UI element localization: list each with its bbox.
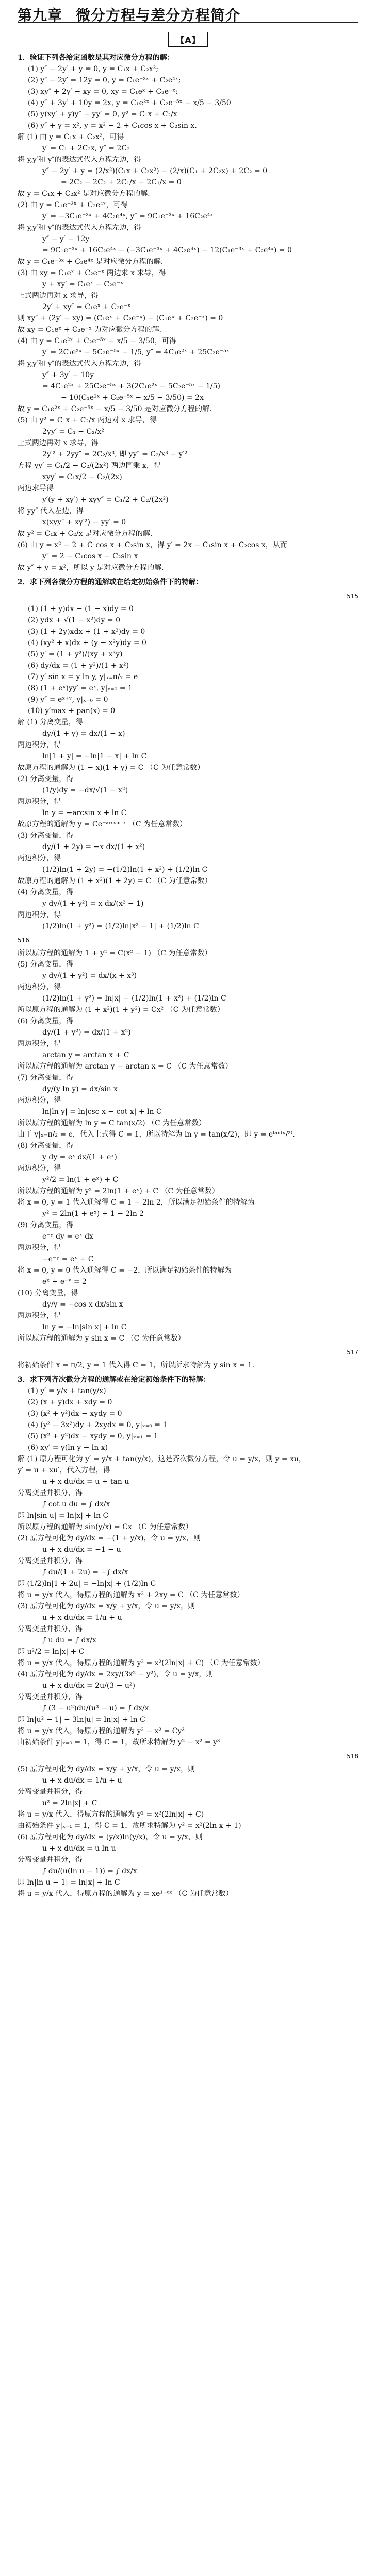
text-line: (3) 由 xy = C₁eˣ + C₂e⁻ˣ 两边求 x 求导，得 [18, 269, 166, 277]
text-line: 两边积分，得 [18, 1244, 61, 1252]
text-line: (6) 分离变量，得 [18, 1017, 74, 1025]
text-line: (2) 由 y = C₁e⁻³ˣ + C₂e⁴ˣ，可得 [18, 201, 128, 209]
text-line: y²/2 = ln(1 + eˣ) + C [42, 1176, 119, 1184]
text-line: 故 y² = C₁x + C₂/x 是对应微分方程的解. [18, 530, 153, 538]
text-line: u + x du/dx = −1 − u [42, 1546, 121, 1554]
page-number: 517 [347, 1349, 358, 1356]
text-line: y dy/(1 + y²) = dx/(x + x³) [42, 972, 137, 980]
text-line: y′ = −3C₁e⁻³ˣ + 4C₂e⁴ˣ, y″ = 9C₁e⁻³ˣ + 16C₂e⁴ˣ [42, 212, 214, 221]
text-line: (1) (1 + y)dx − (1 − x)dy = 0 [28, 605, 134, 613]
section-label: 【A】 [168, 32, 208, 47]
text-line: dy/(1 + y²) = dx/(1 + x²) [42, 1028, 131, 1037]
text-line: (4) 由 y = C₁e²ˣ + C₂e⁻⁵ˣ − x/5 − 3/50，可得 [18, 337, 176, 345]
text-line: ln y = −ln|sin x| + ln C [42, 1323, 127, 1331]
text-line: y′ = 2C₁e²ˣ − 5C₂e⁻⁵ˣ − 1/5, y″ = 4C₁e²ˣ + 25C₂e⁻⁵ˣ [42, 348, 230, 357]
text-line: y″ + 3y′ − 10y [42, 371, 94, 379]
text-line: y″ − y′ − 12y [42, 235, 90, 243]
text-line: (2) (x + y)dx + xdy = 0 [28, 1398, 112, 1406]
text-line: 所以原方程的通解为 1 + y² = C(x² − 1) （C 为任意常数） [18, 949, 212, 957]
text-line: ∫ du/(u(ln u − 1)) = ∫ dx/x [42, 1867, 137, 1875]
text-line: 将 y,y′和 y″的表达式代入方程左边，得 [18, 156, 141, 164]
text-line: (6) 原方程可化为 dy/dx = (y/x)ln(y/x)，令 u = y/x，则 [18, 1833, 203, 1841]
text-line: 两边积分，得 [18, 1040, 61, 1048]
text-line: 即 ln|ln u − 1| = ln|x| + ln C [18, 1878, 120, 1887]
text-line: u² = 2ln|x| + C [42, 1799, 97, 1807]
text-line: ln|1 + y| = −ln|1 − x| + ln C [42, 752, 147, 760]
text-line: 分离变量并积分，得 [18, 1856, 83, 1864]
text-line: 故原方程的通解为 (1 + x²)(1 + 2y) = C （C 为任意常数） [18, 877, 212, 885]
text-line: (6) xy′ = y(ln y − ln x) [28, 1444, 108, 1452]
text-line: 解 (1) 由 y = C₁x + C₂x²，可得 [18, 133, 124, 141]
text-line: 将 x = 0, y = 0 代入通解得 C = −2，所以满足初始条件的特解为 [18, 1266, 232, 1275]
document-body [18, 52, 358, 1900]
text-line: 两边积分，得 [18, 798, 61, 806]
chapter-header [18, 0, 358, 23]
text-line: dy/(y ln y) = dx/sin x [42, 1085, 118, 1093]
text-line: ln|ln y| = ln|csc x − cot x| + ln C [42, 1108, 162, 1116]
text-line: (2) 原方程可化为 dy/dx = −(1 + y/x)，令 u = y/x，则 [18, 1534, 201, 1543]
text-line: 上式两边再对 x 求导，得 [18, 439, 99, 447]
text-line: y² = 2ln(1 + eˣ) + 1 − 2ln 2 [42, 1210, 144, 1218]
text-line: 两边积分，得 [18, 854, 61, 862]
text-line: xyy′ = C₁x/2 − C₂/(2x) [42, 473, 122, 481]
text-line: e⁻ʸ dy = eˣ dx [42, 1232, 94, 1241]
text-line: 由初始条件 y|ₓ₌₀ = 1，得 C = 1，故所求特解为 y² − x² = y³ [18, 1738, 220, 1747]
text-line: u + x du/dx = u + tan u [42, 1478, 129, 1486]
text-line: (7) y′ sin x = y ln y, y|ₓ₌π/₂ = e [28, 673, 138, 681]
text-line: y′ = u + xu′，代入方程，得 [18, 1466, 110, 1475]
text-line: 即 ln|sin u| = ln|x| + ln C [18, 1512, 109, 1520]
text-line: (4) (xy² + x)dx + (y − x²y)dy = 0 [28, 639, 146, 647]
text-line: (9) 分离变量，得 [18, 1221, 74, 1229]
text-line: (5) (x² + y²)dx − xydy = 0, y|ₓ₌₁ = 1 [28, 1432, 158, 1440]
text-line: (6) y″ + y = x², y = x² − 2 + C₁cos x + C₂sin x. [28, 122, 197, 130]
text-line: (9) y″ = eˣ⁺ʸ, y|ₓ₌₀ = 0 [28, 696, 108, 704]
text-line: 分离变量并积分，得 [18, 1693, 83, 1701]
text-line: = 4C₁e²ˣ + 25C₂e⁻⁵ˣ + 3(2C₁e²ˣ − 5C₂e⁻⁵ˣ − 1/5) [42, 382, 221, 391]
text-line: = 9C₁e⁻³ˣ + 16C₂e⁴ˣ − (−3C₁e⁻³ˣ + 4C₂e⁴ˣ) − 12(C₁e⁻³ˣ + C₂e⁴ˣ) = 0 [42, 246, 292, 255]
text-line: (5) y′ = (1 + y²)/(xy + x³y) [28, 650, 123, 658]
text-line: eˣ + e⁻ʸ = 2 [42, 1278, 87, 1286]
text-line: x(xyy″ + xy′²) − yy′ = 0 [42, 518, 126, 527]
text-line: 所以原方程的通解为 sin(y/x) = Cx （C 为任意常数） [18, 1523, 193, 1531]
text-line: y″ = 2 − C₁cos x − C₂sin x [42, 552, 138, 561]
text-line: (3) 分离变量，得 [18, 832, 74, 840]
text-line: 故 y = C₁x + C₂x² 是对应微分方程的解. [18, 190, 150, 198]
text-line: (5) 分离变量，得 [18, 960, 74, 969]
text-line: (2) y″ − 2y′ = 12y = 0, y = C₁e⁻³ˣ + C₂e⁴ˣ; [28, 76, 181, 84]
text-line: 2y′² + 2yy″ = 2C₂/x³, 即 yy″ = C₂/x³ − y′² [42, 450, 188, 459]
chapter-title: 微分方程与差分方程简介 [76, 7, 241, 24]
text-line: (8) 分离变量，得 [18, 1142, 74, 1150]
text-line: (10) 分离变量，得 [18, 1289, 78, 1297]
text-line: (4) (y² − 3x²)dy + 2xydx = 0, y|ₓ₌₀ = 1 [28, 1421, 168, 1429]
page-number: 516 [18, 937, 29, 944]
text-line: 2yy′ = C₁ − C₂/x² [42, 428, 105, 436]
text-line: (5) 由 y² = C₁x + C₂/x 两边对 x 求导，得 [18, 416, 157, 425]
text-line: dy/(1 + 2y) = −x dx/(1 + x²) [42, 843, 145, 851]
text-line: u + x du/dx = 1/u + u [42, 1614, 122, 1622]
text-line: (1/y)dy = −dx/√(1 − x²) [42, 786, 128, 794]
text-line: (3) (1 + 2y)xdx + (1 + x²)dy = 0 [28, 628, 145, 636]
text-line: ∫ u du = ∫ dx/x [42, 1636, 97, 1645]
text-line: 将 u = y/x 代入，得原方程的通解为 y² = x²(2ln|x| + C) [18, 1810, 204, 1819]
text-line: 即 u²/2 = ln|x| + C [18, 1648, 85, 1656]
text-line: y + xy′ = C₁eˣ − C₂e⁻ˣ [42, 280, 124, 289]
text-line: 分离变量并积分，得 [18, 1557, 83, 1565]
text-line: 两边积分，得 [18, 911, 61, 919]
text-line: ∫ cot u du = ∫ dx/x [42, 1500, 110, 1509]
text-line: (5) 原方程可化为 dy/dx = x/y + y/x，令 u = y/x，则 [18, 1765, 195, 1773]
text-line: arctan y = arctan x + C [42, 1051, 129, 1059]
text-line: (6) dy/dx = (1 + y²)/(1 + x²) [28, 662, 129, 670]
text-line: (3) 原方程可化为 dy/dx = x/y + y/x，令 u = y/x，则 [18, 1602, 195, 1611]
text-line: (8) (1 + eˣ)yy′ = eˣ, y|ₓ₌₀ = 1 [28, 684, 133, 692]
page-number: 515 [347, 592, 358, 600]
text-line: 将 u = y/x 代入，得原方程的通解为 y = xe¹⁺ᶜˣ （C 为任意常数） [18, 1890, 233, 1898]
text-line: 分离变量并积分，得 [18, 1788, 83, 1796]
text-line: 将 u = y/x 代入，得原方程的通解为 x² + 2xy = C （C 为任意常数） [18, 1591, 244, 1599]
text-line: (2) 分离变量，得 [18, 775, 74, 783]
text-line: ∫ (3 − u²)du/(u³ − u) = ∫ dx/x [42, 1704, 149, 1713]
text-line: u + x du/dx = 1/u + u [42, 1776, 122, 1785]
text-line: 所以原方程的通解为 (1 + x²)(1 + y²) = Cx² （C 为任意常数） [18, 1006, 224, 1014]
text-line: 由初始条件 y|ₓ₌₁ = 1，得 C = 1，故所求特解为 y² = x²(2ln x + 1) [18, 1822, 241, 1830]
text-line: (1/2)ln(1 + y²) = ln|x| − (1/2)ln(1 + x²) + (1/2)ln C [42, 994, 226, 1003]
text-line: u + x du/dx = 2u/(3 − u²) [42, 1682, 135, 1690]
text-line: 将初始条件 x = π/2, y = 1 代入得 C = 1，所以所求特解为 y sin x = 1. [18, 1361, 255, 1369]
text-line: 解 (1) 原方程可化为 y′ = y/x + tan(y/x)，这是齐次微分方程，令 u = y/x，则 y = xu， [18, 1455, 306, 1463]
text-line: 两边积分，得 [18, 983, 61, 991]
page-number: 518 [347, 1753, 358, 1760]
text-line: u + x du/dx = u ln u [42, 1844, 116, 1853]
text-line: 故 xy = C₁eˣ + C₂e⁻ˣ 为对应微分方程的解. [18, 326, 161, 334]
text-line: 故 y = C₁e⁻³ˣ + C₂e⁴ˣ 是对应微分方程的解. [18, 258, 164, 266]
text-line: (2) ydx + √(1 − x²)dy = 0 [28, 616, 120, 624]
text-line: (3) (x² + y²)dx − xydy = 0 [28, 1410, 122, 1418]
text-line: (5) y(xy′ + y)y″ − yy′ = 0, y² = C₁x + C₂/x [28, 110, 177, 118]
text-line: y′ = C₁ + 2C₂x, y″ = 2C₂ [42, 144, 130, 152]
text-line: = 2C₂ − 2C₂ + 2C₁/x − 2C₁/x = 0 [61, 178, 182, 187]
text-line: 将 u = y/x 代入，得原方程的通解为 y² = x²(2ln|x| + C) （C 为任意常数） [18, 1659, 265, 1667]
text-line: 故 y″ + y = x²，所以 y 是对应微分方程的解. [18, 564, 164, 572]
text-line: y dy = eˣ dx/(1 + eˣ) [42, 1153, 117, 1161]
text-line: 则 xy″ + (2y′ − xy) = (C₁eˣ + C₂e⁻ˣ) − (C₁eˣ + C₂e⁻ˣ) = 0 [18, 314, 223, 323]
text-line: 故 y = C₁e²ˣ + C₂e⁻⁵ˣ − x/5 − 3/50 是对应微分方程的解. [18, 405, 212, 413]
text-line: 将 y,y′和 y″的表达式代入方程左边，得 [18, 360, 141, 368]
text-line: 所以原方程的通解为 y sin x = C （C 为任意常数） [18, 1334, 185, 1343]
text-line: 即 ln|u² − 1| − 3ln|u| = ln|x| + ln C [18, 1716, 145, 1724]
text-line: −e⁻ʸ = eˣ + C [42, 1255, 94, 1263]
text-line: 两边积分，得 [18, 1312, 61, 1320]
text-line: 分离变量并积分，得 [18, 1625, 83, 1633]
section-label-wrap [18, 32, 358, 47]
text-line: (10) y′max + pan(x) = 0 [28, 707, 116, 715]
text-line: ln y = −arcsin x + ln C [42, 809, 127, 817]
text-line: 将 x = 0, y = 1 代入通解得 C = 1 − 2ln 2，所以满足初始条件的特解为 [18, 1198, 255, 1207]
text-line: dy/(1 + y) = dx/(1 − x) [42, 730, 125, 738]
text-line: y′(y + xy′) + xyy″ = C₁/2 + C₂/(2x²) [42, 496, 169, 504]
text-line: (3) xy″ + 2y′ − xy = 0, xy = C₁eˣ + C₂e⁻ˣ; [28, 88, 178, 96]
text-line: (4) 分离变量，得 [18, 888, 74, 896]
text-line: 所以原方程的通解为 ln y = C tan(x/2) （C 为任意常数） [18, 1119, 206, 1127]
problem-statement: 1．验证下列各给定函数是其对应微分方程的解： [18, 54, 174, 62]
text-line: 将 y,y′和 y″的表达式代入方程左边，得 [18, 224, 141, 232]
text-line: 即 (1/2)ln|1 + 2u| = −ln|x| + (1/2)ln C [18, 1580, 156, 1588]
text-line: (7) 分离变量，得 [18, 1074, 74, 1082]
text-line: (1) y′ = y/x + tan(y/x) [28, 1387, 106, 1395]
text-line: 所以原方程的通解为 y² = 2ln(1 + eˣ) + C （C 为任意常数） [18, 1187, 219, 1195]
text-line: dy/y = −cos x dx/sin x [42, 1300, 123, 1309]
text-line: y dy/(1 + y²) = x dx/(x² − 1) [42, 900, 144, 908]
text-line: (4) y″ + 3y′ + 10y = 2x, y = C₁e²ˣ + C₂e⁻⁵ˣ − x/5 − 3/50 [28, 99, 231, 107]
text-line: ∫ du/(1 + 2u) = −∫ dx/x [42, 1568, 128, 1577]
text-line: 将 yy″ 代入左边，得 [18, 507, 84, 515]
text-line: 将 u = y/x 代入，得原方程的通解为 y² − x² = Cy³ [18, 1727, 185, 1735]
text-line: 故原方程的通解为 (1 − x)(1 + y) = C （C 为任意常数） [18, 764, 205, 772]
text-line: 两边积分，得 [18, 1096, 61, 1105]
text-line: 两边求导得 [18, 484, 54, 493]
text-line: (1) y″ − 2y′ + y = 0, y = C₁x + C₂x²; [28, 65, 158, 73]
text-line: 分离变量并积分，得 [18, 1489, 83, 1497]
problem-statement: 3．求下列齐次微分方程的通解或在给定初始条件下的特解： [18, 1376, 210, 1384]
text-line: y″ − 2y′ + y = (2/x²)(C₁x + C₂x²) − (2/x)(C₁ + 2C₂x) + 2C₂ = 0 [42, 167, 268, 175]
problem-statement: 2．求下列各微分方程的通解或在给定初始条件下的特解： [18, 578, 203, 586]
text-line: (4) 原方程可化为 dy/dx = 2xy/(3x² − y²)，令 u = y/x，则 [18, 1670, 214, 1679]
text-line: (1/2)ln(1 + 2y) = −(1/2)ln(1 + x²) + (1/2)ln C [42, 866, 208, 874]
text-line: 所以原方程的通解为 arctan y − arctan x = C （C 为任意常数） [18, 1062, 233, 1071]
text-line: 两边积分，得 [18, 1164, 61, 1173]
text-line: 故原方程的通解为 y = Ce⁻ᵃʳᶜˢⁱⁿ ˣ （C 为任意常数） [18, 820, 187, 828]
text-line: (6) 由 y = x² − 2 + C₁cos x + C₂sin x，得 y′ = 2x − C₁sin x + C₂cos x，从而 [18, 541, 287, 549]
text-line: 上式两边再对 x 求导，得 [18, 292, 99, 300]
text-line: 2y′ + xy″ = C₁eˣ + C₂e⁻ˣ [42, 303, 131, 311]
chapter-number: 第九章 [18, 7, 63, 24]
text-line: 由于 y|ₓ₌π/₂ = e，代入上式得 C = 1，所以特解为 ln y = tan(x/2)，即 y = eᵗᵃⁿ⁽ˣ/²⁾. [18, 1130, 295, 1139]
text-line: (1/2)ln(1 + y²) = (1/2)ln|x² − 1| + (1/2)ln C [42, 922, 199, 930]
text-line: − 10(C₁e²ˣ + C₂e⁻⁵ˣ − x/5 − 3/50) = 2x [61, 394, 204, 402]
text-line: 方程 yy′ = C₁/2 − C₂/(2x²) 两边同乘 x，得 [18, 462, 161, 470]
text-line: 解 (1) 分离变量，得 [18, 718, 83, 726]
text-line: 两边积分，得 [18, 741, 61, 749]
